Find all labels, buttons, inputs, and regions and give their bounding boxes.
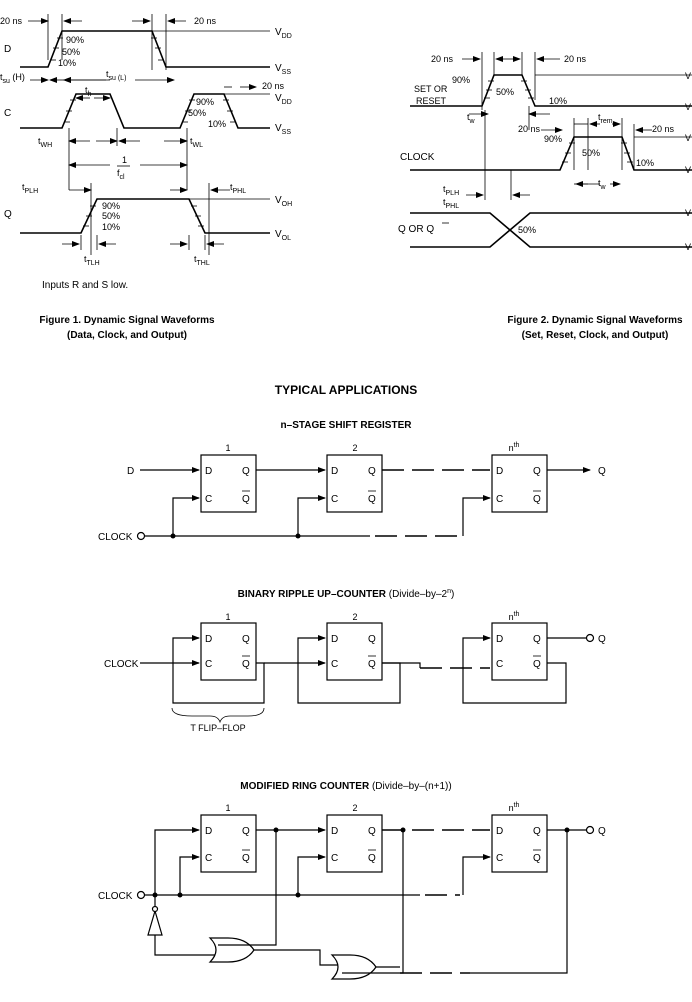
ring-stage-2-label: 2 <box>352 803 358 813</box>
ripple-counter-title: BINARY RIPPLE UP–COUNTER (Divide–by–2$^n$) <box>237 588 455 600</box>
svg-text:Q: Q <box>533 853 541 864</box>
fig1-c-label: C <box>4 108 12 119</box>
svg-text:Q: Q <box>533 826 541 837</box>
ring-inverter <box>148 911 162 935</box>
fig2-v-label-5: V <box>685 208 692 218</box>
ripple-q-output-label: Q <box>598 634 606 645</box>
fig2-v-label-6: V <box>685 242 692 252</box>
fig2-v-label-3: V <box>685 133 692 143</box>
ring-counter-circuit <box>98 781 606 979</box>
shift-d-input-label: D <box>127 466 135 477</box>
ripple-stage-n-label: $n^{th}$ <box>508 611 520 622</box>
fig2-v-label-2: V <box>685 102 692 112</box>
ripple-stage-2-label: 2 <box>352 612 358 622</box>
fig2-tplh-label: $t_{PLH}$ <box>443 184 460 197</box>
fig1-ttlh-label: $t_{TLH}$ <box>84 254 100 267</box>
fig1-tsu-l-label: $t_{su (L)}$ <box>106 69 127 82</box>
ripple-q-terminal <box>587 635 594 642</box>
shift-q-output-label: Q <box>598 466 606 477</box>
ring-or-gate-1 <box>210 938 254 962</box>
fig1-q-label: Q <box>4 209 12 220</box>
fig1-d-label: D <box>4 44 12 55</box>
fig2-20ns-a: 20 ns <box>431 54 454 64</box>
ring-stage-1-label: 1 <box>225 803 231 813</box>
fig1-twl-label: $t_{WL}$ <box>190 136 204 149</box>
svg-text:C: C <box>496 494 504 505</box>
shift-clock-label: CLOCK <box>98 532 133 543</box>
shift-stage-n-label: $n^{th}$ <box>508 442 520 453</box>
ripple-flipflop-1 <box>201 623 256 680</box>
svg-text:Q: Q <box>242 494 250 505</box>
svg-text:Q: Q <box>368 659 376 670</box>
fig2-90pct-a: 90% <box>452 75 471 85</box>
applications-heading: TYPICAL APPLICATIONS <box>274 383 418 397</box>
svg-text:D: D <box>205 826 213 837</box>
fig1-twh-label: $t_{WH}$ <box>38 136 53 149</box>
ripple-counter-circuit <box>104 588 606 733</box>
svg-text:C: C <box>331 494 339 505</box>
fig2-20ns-d: 20 ns <box>652 124 675 134</box>
fig2-tphl-label: $t_{PHL}$ <box>443 197 460 210</box>
svg-text:Q: Q <box>368 634 376 645</box>
ripple-stage-1-label: 1 <box>225 612 231 622</box>
svg-text:C: C <box>331 659 339 670</box>
svg-text:Q: Q <box>242 853 250 864</box>
svg-text:D: D <box>496 634 504 645</box>
fig1-fcl-label: $f_{cl}$ <box>117 168 125 181</box>
svg-text:Q: Q <box>242 826 250 837</box>
fig1-20ns-top-label: 20 ns <box>194 16 217 26</box>
fig1-20ns-left-label: 20 ns <box>0 16 23 26</box>
ring-q-terminal <box>587 827 594 834</box>
t-flipflop-label: T FLIP–FLOP <box>190 723 246 733</box>
fig1-vss-label: $V_{SS}$ <box>275 63 292 76</box>
svg-text:D: D <box>205 466 213 477</box>
ring-or-gate-2 <box>332 955 376 979</box>
svg-text:D: D <box>205 634 213 645</box>
svg-text:Q: Q <box>533 494 541 505</box>
fig1-q-10pct: 10% <box>102 222 121 232</box>
fig1-q-50pct: 50% <box>102 211 121 221</box>
fig1-d-10pct: 10% <box>58 58 77 68</box>
fig1-tplh-label: $t_{PLH}$ <box>22 182 39 195</box>
figure-1-waveforms <box>0 14 292 341</box>
fig2-trem-label: $t_{rem}$ <box>598 112 613 125</box>
fig2-tw-label: $t_w$ <box>467 112 475 125</box>
svg-text:Q: Q <box>368 494 376 505</box>
fig1-d-50pct: 50% <box>62 47 81 57</box>
fig1-c-90pct: 90% <box>196 97 215 107</box>
ring-q-output-label: Q <box>598 826 606 837</box>
fig1-th-label: $t_h$ <box>85 85 92 98</box>
shift-stage-2-label: 2 <box>352 443 358 453</box>
svg-text:Q: Q <box>533 466 541 477</box>
svg-text:C: C <box>205 659 213 670</box>
svg-text:C: C <box>205 494 213 505</box>
fig1-c-vss-label: $V_{SS}$ <box>275 123 292 136</box>
figure-2-waveforms <box>398 52 692 341</box>
fig2-v-label-4: V <box>685 165 692 175</box>
fig2-tw2-label: $t_w$ <box>598 178 606 191</box>
svg-text:D: D <box>331 466 339 477</box>
fig2-set-or-label: SET OR <box>414 84 448 94</box>
fig2-90pct-b: 90% <box>544 134 563 144</box>
svg-text:Q: Q <box>242 466 250 477</box>
fig1-tsu-h-label: $t_{su}$ (H) <box>0 72 25 85</box>
svg-text:Q: Q <box>368 466 376 477</box>
svg-text:D: D <box>331 826 339 837</box>
fig1-c-10pct: 10% <box>208 119 227 129</box>
fig1-c-20ns-label: 20 ns <box>262 81 285 91</box>
fig2-caption-line1: Figure 2. Dynamic Signal Waveforms <box>507 315 683 326</box>
svg-text:D: D <box>496 466 504 477</box>
fig1-caption-line2: (Data, Clock, and Output) <box>67 330 187 341</box>
fig1-d-90pct: 90% <box>66 35 85 45</box>
fig1-c-vdd-label: $V_{DD}$ <box>275 93 292 106</box>
svg-text:C: C <box>331 853 339 864</box>
fig1-c-50pct: 50% <box>188 108 207 118</box>
svg-text:D: D <box>496 826 504 837</box>
fig2-clock-label: CLOCK <box>400 152 435 163</box>
svg-text:D: D <box>331 634 339 645</box>
fig2-caption-line2: (Set, Reset, Clock, and Output) <box>521 330 669 341</box>
fig1-note: Inputs R and S low. <box>42 280 129 291</box>
fig2-q-waveform <box>410 213 692 247</box>
ripple-flipflop-2 <box>327 623 382 680</box>
fig2-q-or-qbar-label: Q OR Q <box>398 224 435 235</box>
fig2-50pct-a: 50% <box>496 87 515 97</box>
fig1-caption-line1: Figure 1. Dynamic Signal Waveforms <box>39 315 215 326</box>
fig1-vdd-label: $V_{DD}$ <box>275 27 292 40</box>
fig2-10pct-a: 10% <box>549 96 568 106</box>
ripple-clock-label: CLOCK <box>104 659 139 670</box>
fig1-tthl-label: $t_{THL}$ <box>194 254 210 267</box>
shift-register-circuit <box>98 420 606 543</box>
shift-register-title: n–STAGE SHIFT REGISTER <box>280 420 412 431</box>
svg-text:Q: Q <box>368 853 376 864</box>
fig2-20ns-b: 20 ns <box>564 54 587 64</box>
fig2-reset-label: RESET <box>416 96 447 106</box>
fig1-voh-label: $V_{OH}$ <box>275 195 293 208</box>
t-flipflop-brace <box>172 708 264 722</box>
svg-text:C: C <box>496 853 504 864</box>
svg-text:Q: Q <box>368 826 376 837</box>
svg-text:C: C <box>496 659 504 670</box>
fig2-10pct-b: 10% <box>636 158 655 168</box>
fig1-q-waveform <box>20 199 270 233</box>
ring-clock-terminal <box>138 892 145 899</box>
svg-text:C: C <box>205 853 213 864</box>
ring-clock-label: CLOCK <box>98 891 133 902</box>
svg-text:Q: Q <box>242 659 250 670</box>
fig1-tphl-label: $t_{PHL}$ <box>230 182 247 195</box>
fig1-q-90pct: 90% <box>102 201 121 211</box>
svg-text:Q: Q <box>242 634 250 645</box>
ring-counter-title: MODIFIED RING COUNTER (Divide–by–(n+1)) <box>240 781 452 792</box>
shift-stage-1-label: 1 <box>225 443 231 453</box>
fig2-v-label-1: V <box>685 71 692 81</box>
shift-clock-terminal <box>138 533 145 540</box>
fig2-20ns-c: 20 ns <box>518 124 541 134</box>
fig1-one-label: 1 <box>122 155 128 165</box>
ripple-flipflop-n <box>492 623 547 680</box>
svg-text:Q: Q <box>533 634 541 645</box>
svg-text:Q: Q <box>533 659 541 670</box>
fig1-vol-label: $V_{OL}$ <box>275 229 292 242</box>
ring-stage-n-label: $n^{th}$ <box>508 802 520 813</box>
fig2-50pct-b: 50% <box>582 148 601 158</box>
fig2-50pct-q: 50% <box>518 225 537 235</box>
